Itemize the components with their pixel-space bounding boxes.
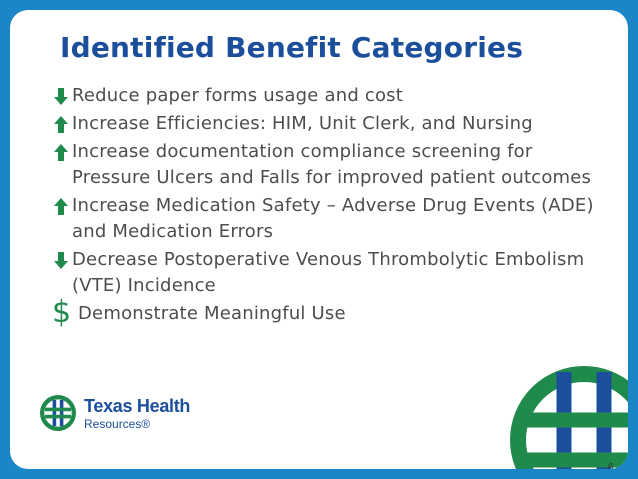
cross-logo-icon xyxy=(40,395,76,431)
bullet-text: Increase documentation compliance screening for Pressure Ulcers and Falls for improved patient outcomes xyxy=(72,141,592,188)
bullet-item xyxy=(40,139,600,191)
up-arrow-icon xyxy=(54,144,68,161)
up-arrow-icon xyxy=(54,198,68,215)
bullet-text: Demonstrate Meaningful Use xyxy=(78,303,346,324)
bullet-text: Increase Efficiencies: HIM, Unit Clerk, and Nursing xyxy=(72,113,533,134)
bullet-text: Increase Medication Safety – Adverse Drug Events (ADE) and Medication Errors xyxy=(72,195,594,242)
bullet-item xyxy=(40,295,600,330)
bullet-text: Decrease Postoperative Venous Thrombolytic Embolism (VTE) Incidence xyxy=(72,249,585,296)
bullet-item xyxy=(40,111,600,137)
page-number: 6 xyxy=(608,462,614,469)
down-arrow-icon xyxy=(54,252,68,269)
cross-emblem-icon xyxy=(506,358,628,469)
down-arrow-icon xyxy=(54,88,68,105)
slide xyxy=(10,10,628,469)
benefit-list xyxy=(40,83,600,329)
logo-name: Texas Health xyxy=(84,396,191,416)
dollar-icon: $ xyxy=(52,295,72,330)
bullet-item xyxy=(40,193,600,245)
bullet-item xyxy=(40,247,600,299)
bullet-item xyxy=(40,83,600,109)
logo-subtitle: Resources® xyxy=(84,417,151,431)
slide-title: Identified Benefit Categories xyxy=(60,31,524,64)
texas-health-logo xyxy=(40,395,220,435)
bullet-text: Reduce paper forms usage and cost xyxy=(72,85,404,106)
up-arrow-icon xyxy=(54,116,68,133)
